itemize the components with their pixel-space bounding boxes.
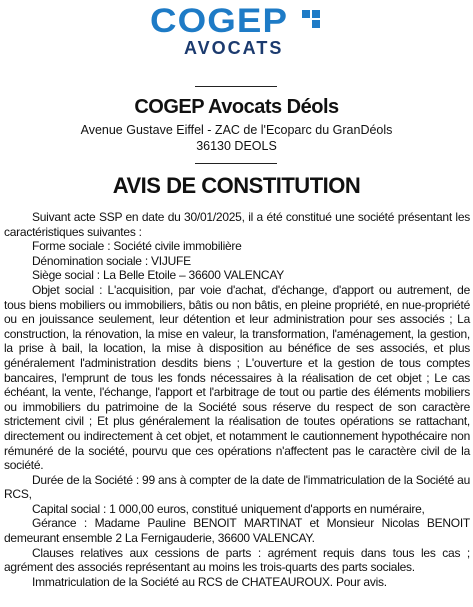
divider-top — [195, 86, 277, 87]
paragraph-registered-office: Siège social : La Belle Etoile – 36600 VALENCAY — [32, 268, 284, 283]
logo-subtitle: AVOCATS — [184, 38, 284, 58]
paragraph-transfer-clauses: Clauses relatives aux cessions de parts : agrément requis dans tous les cas ; agrément des associés représentant au moins les trois-quarts des parts sociales. — [4, 545, 470, 575]
notice-title: AVIS DE CONSTITUTION — [112, 173, 361, 198]
logo-square-3 — [312, 20, 320, 28]
firm-address-line2: 36130 DEOLS — [196, 139, 277, 153]
logo-brand: COGEP — [150, 2, 289, 40]
paragraph-corporate-purpose: Objet social : L'acquisition, par voie d'achat, d'échange, d'apport ou autrement, de tous biens mobiliers ou immobiliers, bâtis ou non bâtis, en pleine propriété, en nue-propriété ou en jouissance seulement, leur détention et leur administration pour ses associés ; La construction, la rénovation, la mise en valeur, la transformation, l'aménagement, la gestion, la prise à bail, la location, la mise à disposition au bénéfice de ses associés, et plus généralement l'administration desdits biens ; L'ouverture et la gestion de tous comptes bancaires, l'emprunt de tous les fonds nécessaires à la réalisation de cet objet ; Le cas échéant, la vente, l'échange, l'apport et l'arbitrage de tout ou partie des éléments mobiliers ou immobiliers du patrimoine de la Société sous réserve du respect de son caractère strictement civil ; Et plus généralement la réalisation de toutes opérations se rattachant, directement ou indirectement à cet objet, et notamment le cautionnement hypothécaire non rémunéré de la société, pourvu que ces opérations n'affectent pas le caractère civil de la société. — [4, 282, 470, 473]
logo-square-2 — [312, 10, 320, 18]
paragraph-duration: Durée de la Société : 99 ans à compter de la date de l'immatriculation de la Société au RCS, — [4, 472, 470, 502]
logo-square-1 — [302, 10, 310, 18]
paragraph-legal-form: Forme sociale : Société civile immobilière — [32, 239, 242, 254]
divider-middle — [195, 163, 277, 164]
paragraph-registration: Immatriculation de la Société au RCS de CHATEAUROUX. Pour avis. — [32, 574, 387, 589]
paragraph-management: Gérance : Madame Pauline BENOIT MARTINAT et Monsieur Nicolas BENOIT demeurant ensemble 2 La Fernigauderie, 36600 VALENCAY. — [4, 516, 470, 546]
paragraph-intro: Suivant acte SSP en date du 30/01/2025, il a été constitué une société présentant les caractéristiques suivantes : — [4, 210, 470, 239]
firm-address-line1: Avenue Gustave Eiffel - ZAC de l'Ecoparc du GranDéols — [80, 123, 393, 137]
paragraph-name: Dénomination sociale : VIJUFE — [32, 253, 191, 268]
paragraph-capital: Capital social : 1 000,00 euros, constitué uniquement d'apports en numéraire, — [32, 501, 425, 516]
cogep-logo — [0, 4, 473, 60]
firm-name: COGEP Avocats Déols — [134, 96, 339, 118]
notice-body — [4, 210, 470, 589]
